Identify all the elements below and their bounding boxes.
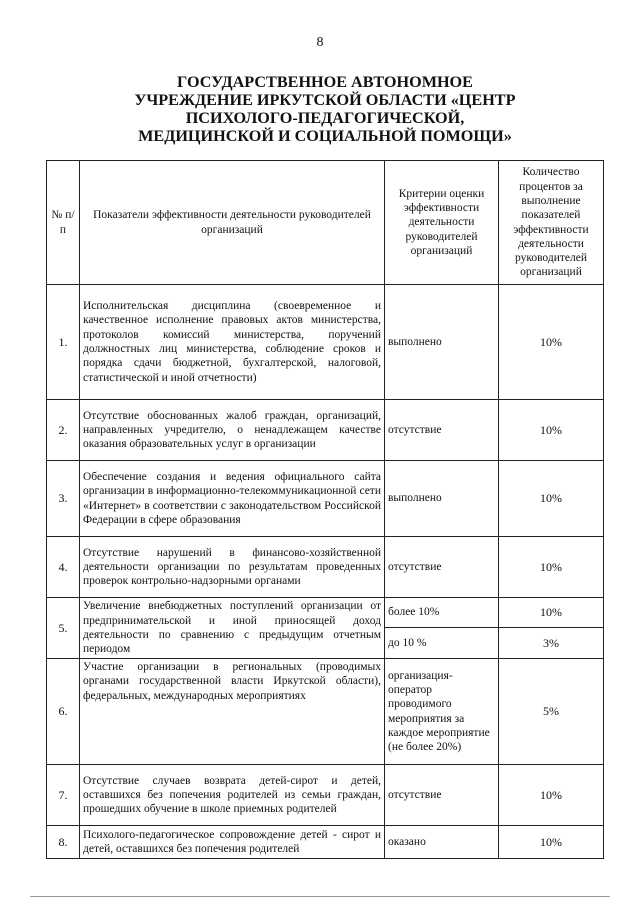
table-header-row: [47, 161, 604, 285]
row-indicator: Отсутствие обоснованных жалоб граждан, организаций, направленных учредителю, о ненадлежащем качестве оказания образовательных услуг в организации: [80, 400, 385, 461]
row-num: 5.: [47, 598, 80, 659]
table-row: [47, 400, 604, 461]
row-percent: 10%: [499, 400, 604, 461]
table-row: [47, 765, 604, 826]
row-criteria: организация-оператор проводимого мероприятия за каждое мероприятие (не более 20%): [385, 659, 499, 765]
row-indicator: Отсутствие нарушений в финансово-хозяйственной деятельности организации по результатам проведенных проверок контрольно-надзорными органами: [80, 537, 385, 598]
row-indicator: Увеличение внебюджетных поступлений организации от предпринимательской и иной приносящей доход деятельности по сравнению с предыдущим отчетным периодом: [80, 598, 385, 659]
row-num: 6.: [47, 659, 80, 765]
row-percent: 3%: [499, 628, 604, 659]
row-indicator: Обеспечение создания и ведения официального сайта организации в информационно-телекоммуникационной сети «Интернет» в соответствии с законодательством Российской Федерации в сфере образования: [80, 461, 385, 537]
table-row: [47, 826, 604, 859]
indicators-table: [46, 160, 604, 859]
row-percent: 10%: [499, 598, 604, 628]
header-criteria: Критерии оценки эффективности деятельности руководителей организаций: [385, 161, 499, 285]
row-num: 7.: [47, 765, 80, 826]
row-num: 2.: [47, 400, 80, 461]
document-title: ГОСУДАРСТВЕННОЕ АВТОНОМНОЕ УЧРЕЖДЕНИЕ ИРКУТСКОЙ ОБЛАСТИ «ЦЕНТР ПСИХОЛОГО-ПЕДАГОГИЧЕСКОЙ, МЕДИЦИНСКОЙ И СОЦИАЛЬНОЙ ПОМОЩИ»: [134, 73, 516, 145]
row-criteria: отсутствие: [385, 400, 499, 461]
row-criteria: выполнено: [385, 461, 499, 537]
row-num: 8.: [47, 826, 80, 859]
page-number: 8: [316, 35, 324, 50]
row-indicator: Исполнительская дисциплина (своевременное и качественное исполнение правовых актов министерства, протоколов комиссий министерства, поручений должностных лиц министерства, соблюдение сроков и порядка сдачи бюджетной, бухгалтерской, налоговой, статистической и иной отчетности): [80, 285, 385, 400]
table-row: [47, 285, 604, 400]
row-indicator: Отсутствие случаев возврата детей-сирот и детей, оставшихся без попечения родителей из семьи граждан, прошедших обучение в школе приемных родителей: [80, 765, 385, 826]
row-percent: 10%: [499, 826, 604, 859]
header-indicator: Показатели эффективности деятельности руководителей организаций: [80, 161, 385, 285]
header-num: № п/п: [47, 161, 80, 285]
row-percent: 5%: [499, 659, 604, 765]
row-num: 3.: [47, 461, 80, 537]
row-percent: 10%: [499, 765, 604, 826]
header-percent: Количество процентов за выполнение показателей эффективности деятельности руководителей организаций: [499, 161, 604, 285]
row-percent: 10%: [499, 461, 604, 537]
table-row: [47, 598, 604, 628]
row-percent: 10%: [499, 537, 604, 598]
table-row: [47, 537, 604, 598]
row-criteria: до 10 %: [385, 628, 499, 659]
row-criteria: оказано: [385, 826, 499, 859]
row-criteria: более 10%: [385, 598, 499, 628]
row-num: 4.: [47, 537, 80, 598]
row-indicator: Психолого-педагогическое сопровождение детей - сирот и детей, оставшихся без попечения родителей: [80, 826, 385, 859]
page-bottom-divider: [30, 896, 610, 897]
row-indicator: Участие организации в региональных (проводимых органами государственной власти Иркутской области), федеральных, международных мероприятиях: [80, 659, 385, 765]
row-criteria: отсутствие: [385, 765, 499, 826]
row-criteria: отсутствие: [385, 537, 499, 598]
row-num: 1.: [47, 285, 80, 400]
table-row: [47, 461, 604, 537]
row-criteria: выполнено: [385, 285, 499, 400]
row-percent: 10%: [499, 285, 604, 400]
table-row: [47, 659, 604, 765]
